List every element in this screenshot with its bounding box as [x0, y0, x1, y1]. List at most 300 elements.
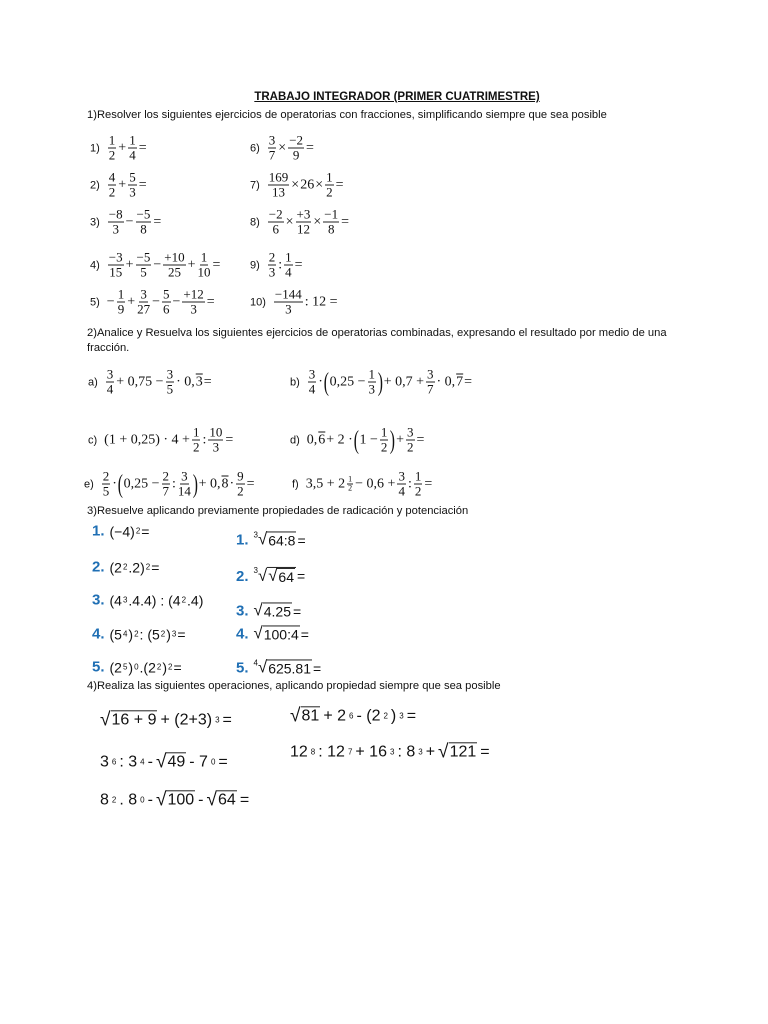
math-text: - — [198, 790, 204, 808]
exercise-1-8 — [250, 208, 349, 237]
fraction — [192, 426, 201, 455]
math-text: 0,25 − — [123, 476, 160, 491]
repeating-digit: 3 — [195, 374, 203, 389]
math-text: 3 — [100, 752, 109, 770]
math-text: = — [306, 140, 314, 155]
fraction — [178, 470, 191, 499]
math-text: (−4) — [109, 523, 135, 539]
exercise-2-b — [290, 368, 472, 397]
exercise-3-power-3 — [92, 592, 203, 609]
fraction — [162, 288, 171, 317]
exercise-number: 1. — [236, 531, 249, 549]
math-text: 81 — [301, 707, 320, 725]
fraction — [162, 470, 171, 499]
fraction — [106, 368, 115, 397]
math-text: · 0, — [176, 374, 195, 389]
math-text: + — [187, 257, 196, 272]
fraction — [268, 251, 277, 280]
fraction — [406, 426, 415, 455]
fraction — [108, 251, 124, 280]
repeating-digit: 6 — [318, 432, 326, 447]
page-title: TRABAJO INTEGRADOR (PRIMER CUATRIMESTRE) — [254, 91, 540, 103]
math-text: + — [396, 432, 404, 447]
denominator: 6 — [272, 221, 279, 237]
numerator: −8 — [108, 206, 123, 222]
numerator: 3 — [427, 366, 434, 382]
exercise-number: 4. — [92, 625, 105, 643]
section-4-instruction: 4)Realiza las siguientes operaciones, aplicando propiedad siempre que sea posible — [87, 680, 501, 692]
radical-sign-icon: √ — [155, 789, 167, 811]
exercise-1-5 — [90, 288, 215, 317]
math-text: 100:4 — [263, 626, 299, 643]
exercise-1-2 — [90, 171, 147, 200]
math-text: - (2 — [356, 706, 381, 724]
denominator: 8 — [140, 221, 147, 237]
math-text: .(2 — [139, 659, 156, 675]
radical — [290, 706, 320, 725]
denominator: 2 — [192, 439, 200, 455]
math-text: 625.81 — [268, 660, 312, 677]
root-index: 3 — [253, 530, 258, 540]
exercise-3-power-2 — [92, 559, 159, 576]
denominator: 4 — [308, 381, 316, 397]
exercise-3-root-5 — [236, 659, 321, 676]
denominator: 5 — [102, 483, 110, 499]
math-text: 64:8 — [268, 532, 296, 549]
denominator: 7 — [427, 381, 434, 397]
fraction — [347, 476, 353, 493]
exercise-3-power-1 — [92, 523, 149, 540]
numerator: +12 — [183, 286, 204, 302]
root-index: 3 — [253, 565, 258, 575]
numerator: 3 — [106, 366, 114, 382]
math-text: (1 + 0,25) · 4 + — [104, 432, 190, 447]
exponent: 2 — [135, 526, 141, 536]
section-2-instruction: 2)Analice y Resuelva los siguientes ejercicios de operatorias combinadas, expresando el resultado por medio de una fracción. — [87, 327, 667, 354]
radical — [254, 625, 300, 642]
numerator: −144 — [274, 286, 302, 302]
fraction — [274, 288, 303, 317]
exercise-number: 5) — [90, 296, 100, 308]
math-text: .4.4) : (4 — [128, 592, 181, 608]
exercise-1-7 — [250, 171, 344, 200]
math-text: 64 — [278, 568, 294, 585]
numerator: 1 — [129, 132, 136, 148]
exponent: 2 — [160, 629, 166, 639]
numerator: −1 — [324, 206, 339, 222]
math-text: − — [153, 257, 162, 272]
math-text: − — [172, 294, 181, 309]
denominator: 3 — [190, 301, 197, 317]
math-text: + — [425, 742, 436, 760]
math-text: × — [291, 177, 300, 192]
math-text: ) — [128, 626, 134, 642]
exercise-1-3 — [90, 208, 161, 237]
math-text: = — [416, 432, 425, 447]
exercise-4-2 — [290, 706, 416, 725]
numerator: −2 — [268, 206, 283, 222]
math-text: : — [278, 257, 283, 272]
fraction — [108, 171, 117, 200]
math-text: 1 − — [359, 432, 378, 447]
exponent: 3 — [171, 629, 177, 639]
fraction — [308, 368, 317, 397]
math-text: 0,25 − — [329, 374, 366, 389]
parenthesis: ( — [117, 469, 123, 498]
numerator: +3 — [296, 206, 311, 222]
math-text: + 16 — [355, 742, 387, 760]
section-3-instruction: 3)Resuelve aplicando previamente propiedades de radicación y potenciación — [87, 505, 469, 517]
denominator: 2 — [414, 483, 422, 499]
exercise-number: 5. — [92, 658, 105, 676]
radical-sign-icon: √ — [155, 751, 167, 773]
denominator: 4 — [398, 483, 405, 499]
exercise-number: 2) — [90, 179, 100, 191]
denominator: 3 — [212, 439, 220, 455]
math-text: × — [315, 177, 324, 192]
math-text: · — [112, 476, 117, 491]
exercise-4-4 — [290, 742, 490, 761]
radicand — [267, 567, 296, 585]
numerator: 1 — [326, 169, 333, 185]
math-text: × — [278, 140, 287, 155]
fraction — [268, 171, 290, 200]
math-text: = — [138, 177, 147, 192]
numerator: +10 — [164, 249, 185, 265]
denominator: 4 — [129, 147, 136, 163]
math-text: .4) — [187, 592, 204, 608]
math-text: 3,5 + 2 — [305, 476, 346, 491]
numerator: 3 — [166, 366, 174, 382]
radical — [254, 567, 296, 585]
fraction — [128, 134, 137, 163]
denominator: 2 — [108, 147, 116, 163]
denominator: 2 — [326, 184, 333, 200]
radical — [268, 568, 295, 585]
parenthesis: ) — [192, 469, 198, 498]
math-text: − — [106, 294, 115, 309]
fraction — [426, 368, 435, 397]
exponent: 0 — [140, 795, 145, 805]
radicand — [267, 531, 296, 548]
math-text: = — [341, 214, 350, 229]
math-text: : — [407, 476, 412, 491]
numerator: 1 — [348, 474, 353, 484]
fraction — [284, 251, 293, 280]
math-text: + 0,75 − — [116, 374, 164, 389]
exponent: 2 — [134, 629, 139, 639]
math-text: = — [222, 710, 232, 728]
exercise-4-3 — [100, 752, 228, 771]
exercise-number: b) — [290, 376, 300, 388]
math-text: = — [246, 476, 255, 491]
exercise-number: e) — [84, 478, 94, 490]
fraction — [368, 368, 377, 397]
fraction — [397, 470, 406, 499]
math-text: = — [138, 140, 147, 155]
exponent: 6 — [111, 757, 117, 767]
parenthesis: ) — [377, 367, 383, 396]
numerator: −3 — [108, 249, 123, 265]
math-text: ) — [128, 659, 134, 675]
exercise-3-root-2 — [236, 567, 305, 585]
exercise-number: 1. — [92, 522, 105, 540]
denominator: 27 — [137, 301, 151, 317]
fraction — [414, 470, 423, 499]
math-text: = — [300, 626, 309, 642]
exercise-1-1 — [90, 134, 147, 163]
numerator: 3 — [398, 468, 405, 484]
exercise-number: d) — [290, 434, 300, 446]
denominator: 2 — [407, 439, 414, 455]
fraction — [296, 208, 312, 237]
denominator: 2 — [237, 483, 244, 499]
exponent: 2 — [122, 562, 128, 572]
denominator: 12 — [296, 221, 310, 237]
math-text: - 7 — [189, 752, 208, 770]
denominator: 3 — [285, 301, 292, 317]
exercise-2-c — [88, 426, 233, 455]
fraction — [182, 288, 204, 317]
numerator: 1 — [285, 249, 292, 265]
fraction — [102, 470, 111, 499]
math-text: + — [118, 177, 127, 192]
denominator: 9 — [117, 301, 125, 317]
exponent: 4 — [122, 629, 128, 639]
radicand — [166, 752, 186, 771]
radicand — [111, 710, 158, 729]
fraction — [136, 208, 152, 237]
math-text: = — [212, 257, 221, 272]
math-text: = — [464, 374, 473, 389]
exercise-2-a — [88, 368, 212, 397]
math-text: 26 — [300, 177, 315, 192]
numerator: 1 — [380, 424, 388, 440]
fraction — [198, 251, 211, 280]
denominator: 25 — [167, 264, 181, 280]
fraction — [108, 134, 117, 163]
math-text: ) — [162, 659, 168, 675]
exercise-3-power-5 — [92, 659, 182, 676]
math-text: - — [147, 752, 153, 770]
math-text: 49 — [167, 753, 186, 771]
radical-sign-icon: √ — [290, 705, 301, 727]
exponent: 3 — [122, 595, 128, 605]
exponent: 0 — [134, 662, 139, 672]
denominator: 3 — [368, 381, 376, 397]
numerator: 3 — [407, 424, 414, 440]
exercise-number: 3. — [236, 602, 249, 620]
numerator: −2 — [289, 132, 304, 148]
exponent: 7 — [347, 747, 353, 757]
math-text: + 0,7 + — [383, 374, 424, 389]
radical — [156, 752, 186, 771]
exercise-number: 9) — [250, 259, 260, 271]
radicand — [301, 706, 321, 725]
numerator: 1 — [414, 468, 422, 484]
math-text: ) — [390, 706, 397, 724]
denominator: 6 — [163, 301, 170, 317]
exponent: 3 — [418, 747, 423, 757]
denominator: 4 — [106, 381, 114, 397]
math-text: − 0,6 + — [355, 476, 396, 491]
numerator: 3 — [268, 132, 276, 148]
parenthesis: ) — [390, 425, 396, 454]
math-text: + (2+3) — [160, 710, 213, 728]
exercise-number: 2. — [236, 567, 249, 585]
numerator: 1 — [368, 366, 376, 382]
exponent: 2 — [181, 595, 187, 605]
fraction — [323, 208, 339, 237]
exercise-number: 8) — [250, 216, 260, 228]
denominator: 3 — [112, 221, 119, 237]
exponent: 4 — [140, 757, 145, 767]
exercise-number: 10) — [250, 296, 266, 308]
math-text: + — [125, 257, 134, 272]
math-text: − — [152, 294, 160, 309]
radical — [254, 659, 313, 676]
exercise-number: a) — [88, 376, 98, 388]
exponent: 2 — [156, 662, 162, 672]
radicand — [267, 659, 312, 676]
repeating-digit: 7 — [456, 374, 464, 389]
fraction — [380, 426, 389, 455]
exponent: 5 — [122, 662, 128, 672]
radical — [156, 790, 195, 809]
math-text: 12 — [290, 742, 308, 760]
math-text: = — [151, 559, 160, 575]
parenthesis: ( — [353, 425, 359, 454]
denominator: 2 — [380, 439, 388, 455]
radicand — [166, 790, 195, 809]
radical-sign-icon: √ — [257, 566, 268, 586]
math-text: (2 — [109, 559, 122, 575]
radicand — [263, 602, 292, 619]
exercise-3-root-3 — [236, 602, 301, 619]
denominator: 2 — [348, 483, 353, 493]
radical — [254, 531, 297, 548]
exercise-2-e — [84, 470, 255, 499]
math-text: : 8 — [397, 742, 416, 760]
math-text: = — [173, 659, 182, 675]
denominator: 7 — [268, 147, 276, 163]
fraction — [163, 251, 185, 280]
exercise-number: 4. — [236, 625, 249, 643]
exponent: 6 — [349, 711, 354, 721]
exponent: 3 — [215, 715, 220, 725]
radical-sign-icon: √ — [100, 709, 111, 731]
fraction — [166, 368, 175, 397]
exercise-number: f) — [292, 478, 299, 490]
fraction — [236, 470, 245, 499]
numerator: −5 — [136, 206, 151, 222]
radical-sign-icon: √ — [257, 529, 268, 549]
radical — [207, 790, 237, 809]
math-text: : (5 — [139, 626, 160, 642]
exercise-1-6 — [250, 134, 314, 163]
exercise-number: 6) — [250, 142, 260, 154]
denominator: 10 — [197, 264, 211, 280]
radical — [100, 710, 157, 729]
math-text: = — [292, 603, 302, 619]
root-index: 4 — [253, 658, 258, 668]
denominator: 8 — [327, 221, 335, 237]
math-text: = — [296, 568, 306, 584]
exercise-2-f — [292, 470, 432, 499]
math-text: = — [480, 742, 490, 760]
exercise-number: 1) — [90, 142, 100, 154]
denominator: 14 — [177, 483, 191, 499]
math-text: = — [424, 476, 433, 491]
exercise-number: 3. — [92, 591, 105, 609]
fraction — [208, 426, 223, 455]
denominator: 5 — [166, 381, 174, 397]
exercise-number: 3) — [90, 216, 100, 228]
math-text: (4 — [109, 592, 122, 608]
exponent: 8 — [310, 747, 316, 757]
math-text: : 3 — [119, 752, 138, 770]
fraction — [268, 208, 284, 237]
math-text: + — [127, 294, 136, 309]
math-text: 0, — [306, 432, 318, 447]
math-text: : — [172, 476, 176, 491]
exercise-3-power-4 — [92, 626, 186, 643]
math-text: .2) — [128, 559, 145, 575]
math-text: : 12 = — [304, 294, 338, 309]
exercise-3-root-1 — [236, 531, 306, 548]
exercise-1-10 — [250, 288, 338, 317]
parenthesis: ( — [323, 367, 329, 396]
numerator: 169 — [268, 169, 289, 185]
denominator: 15 — [109, 264, 123, 280]
math-text: = — [153, 214, 162, 229]
math-text: . 8 — [119, 790, 138, 808]
fraction — [128, 171, 137, 200]
exponent: 2 — [168, 662, 173, 672]
denominator: 13 — [272, 184, 286, 200]
math-text: = — [297, 532, 306, 548]
math-text: = — [206, 294, 215, 309]
fraction — [117, 288, 126, 317]
exercise-4-5 — [100, 790, 249, 809]
math-text: = — [225, 432, 234, 447]
denominator: 3 — [268, 264, 276, 280]
radical-sign-icon: √ — [268, 566, 278, 586]
math-text: = — [203, 374, 212, 389]
math-text: 100 — [167, 791, 195, 809]
exercise-2-d — [290, 426, 424, 455]
numerator: 2 — [102, 468, 110, 484]
numerator: −5 — [136, 249, 151, 265]
exercise-4-1 — [100, 710, 232, 729]
math-text: = — [239, 790, 250, 808]
fraction — [325, 171, 334, 200]
numerator: 1 — [192, 424, 200, 440]
exercise-1-4 — [90, 251, 220, 280]
math-text: = — [335, 177, 344, 192]
math-text: = — [218, 752, 228, 770]
exponent: 3 — [399, 711, 404, 721]
radical-sign-icon: √ — [438, 741, 449, 763]
numerator: 2 — [268, 249, 276, 265]
math-text: · 0, — [436, 374, 456, 389]
numerator: 1 — [200, 249, 208, 265]
numerator: 2 — [162, 468, 170, 484]
numerator: 10 — [209, 424, 223, 440]
exponent: 2 — [111, 795, 117, 805]
math-text: · — [229, 476, 235, 491]
math-text: (5 — [109, 626, 122, 642]
